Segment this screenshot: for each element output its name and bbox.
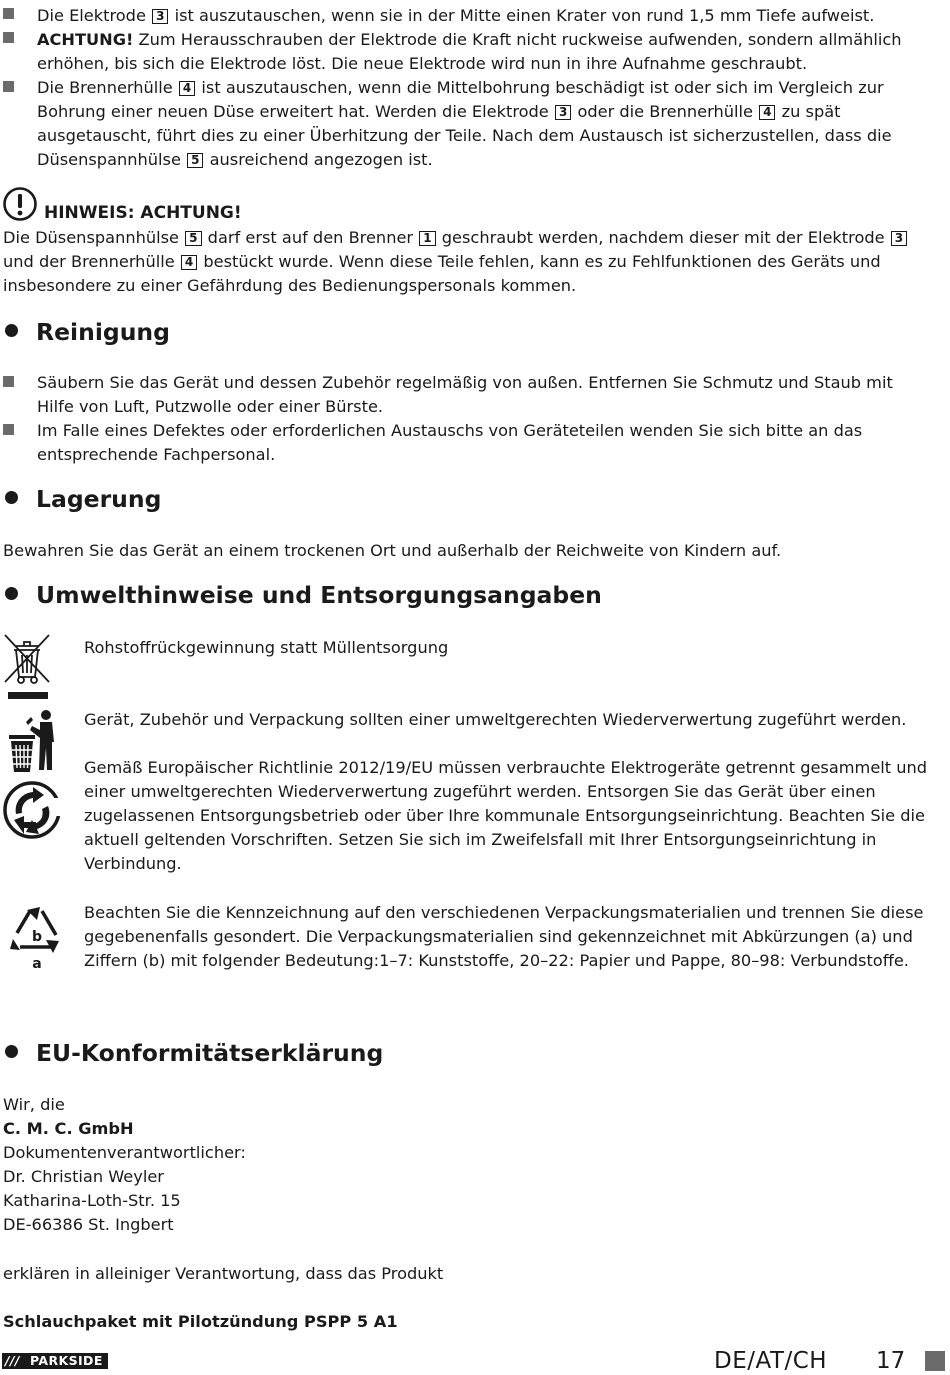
- recycle-text-2: Gemäß Europäischer Richtlinie 2012/19/EU müssen verbrauchte Elektrogeräte getrennt gesammelt und einer umweltgerechten Wiederverwertung zugeführt werden. Entsorgen Sie das Gerät über einen zugelassenen Entsorgungsbetrieb oder über Ihre kommunale Entsorgungseinrichtung. Beachten Sie die aktuell geltenden Vorschriften. Setzen Sie sich im Zweifelsfall mit Ihrer Entsorgungseinrichtung in Verbindung.: [84, 758, 928, 873]
- bullet-square: [3, 424, 14, 435]
- part-number-badge: 1: [419, 231, 435, 246]
- tidyman-disposal-icon: [6, 708, 60, 774]
- part-number-badge: 5: [185, 231, 201, 246]
- heading-bullet-dot: [5, 1045, 18, 1058]
- part-number-badge: 4: [179, 81, 195, 96]
- hinweis-paragraph: Die Düsenspannhülse 5 darf erst auf den Brenner 1 geschraubt werden, nachdem dieser mit der Elektrode 3 und der Brennerhülle 4 bestückt wurde. Wenn diese Teile fehlen, kann es zu Fehlfunktionen des Geräts und insbesondere zu einer Gefährdung des Bedienungspersonals kommen.: [3, 226, 928, 298]
- bullet-square: [3, 376, 14, 387]
- eu-line-wir: Wir, die: [3, 1095, 65, 1114]
- eu-address-block: [3, 1093, 928, 1237]
- paragraph-burner-sleeve: Die Brennerhülle 4 ist auszutauschen, wenn die Mittelbohrung beschädigt ist oder sich im Vergleich zur Bohrung einer neuen Düse erweitert hat. Werden die Elektrode 3 oder die Brennerhülle 4 zu spät ausgetauscht, führt dies zu einer Überhitzung der Teile. Nach dem Austausch ist sicherzustellen, dass die Düsenspannhülse 5 ausreichend angezogen ist.: [37, 78, 892, 169]
- part-number-badge: 5: [187, 153, 203, 168]
- part-number-badge: 4: [181, 255, 197, 270]
- weee-text: Rohstoffrückgewinnung statt Müllentsorgung: [84, 638, 449, 657]
- footer-gray-square: [925, 1351, 945, 1371]
- packaging-text: Beachten Sie die Kennzeichnung auf den verschiedenen Verpackungsmaterialien und trennen Sie diese gegebenenfalls gesondert. Die Verpackungsmaterialien sind gekennzeichnet mit Abkürzungen (a) und Ziffern (b) mit folgender Bedeutung:1–7: Kunststoffe, 20–22: Papier und Pappe, 80–98: Verbundstoffe.: [84, 903, 924, 970]
- eu-line-responsible: Dokumentenverantwortlicher:: [3, 1143, 246, 1162]
- footer-region: DE/AT/CH: [714, 1348, 828, 1374]
- part-number-badge: 4: [759, 105, 775, 120]
- recycling-arrows-icon: [2, 780, 64, 840]
- section-heading-reinigung: Reinigung: [5, 317, 170, 347]
- paragraph-electrode-crater: Die Elektrode 3 ist auszutauschen, wenn sie in der Mitte einen Krater von rund 1,5 mm Tiefe aufweist.: [37, 6, 875, 25]
- part-number-badge: 3: [555, 105, 571, 120]
- symbol-a: a: [32, 956, 42, 972]
- exclamation-warning-icon: [2, 186, 38, 222]
- part-number-badge: 3: [152, 9, 168, 24]
- section-heading-lagerung: Lagerung: [5, 484, 161, 514]
- eu-declare: erklären in alleiniger Verantwortung, dass das Produkt: [3, 1264, 444, 1283]
- section-heading-umwelt: Umwelthinweise und Entsorgungsangaben: [5, 580, 602, 610]
- heading-bullet-dot: [5, 491, 18, 504]
- heading-bullet-dot: [5, 587, 18, 600]
- paragraph-achtung-electrode: ACHTUNG! Zum Herausschrauben der Elektrode die Kraft nicht ruckweise aufwenden, sondern allmählich erhöhen, bis sich die Elektrode löst. Die neue Elektrode wird nun in ihre Aufnahme geschraubt.: [37, 30, 902, 73]
- packaging-recycling-triangle-icon: [6, 903, 66, 973]
- heading-bullet-dot: [5, 324, 18, 337]
- list-item-defect: Im Falle eines Defektes oder erforderlichen Austauschs von Geräteteilen wenden Sie sich bitte an das entsprechende Fachpersonal.: [37, 421, 863, 464]
- part-number-badge: 3: [891, 231, 907, 246]
- list-item-cleaning: Säubern Sie das Gerät und dessen Zubehör regelmäßig von außen. Entfernen Sie Schmutz und Staub mit Hilfe von Luft, Putzwolle oder einer Bürste.: [37, 373, 893, 416]
- symbol-b: b: [31, 929, 43, 945]
- bullet-square: [3, 81, 14, 92]
- hinweis-heading: HINWEIS: ACHTUNG!: [44, 203, 242, 223]
- parkside-logo: /// PARKSIDE: [2, 1353, 108, 1369]
- section-heading-eu: EU-Konformitätserklärung: [5, 1038, 383, 1068]
- bullet-square: [3, 8, 14, 19]
- eu-company: C. M. C. GmbH: [3, 1119, 134, 1138]
- eu-line-street: Katharina-Loth-Str. 15: [3, 1191, 181, 1210]
- bullet-square: [3, 32, 14, 43]
- eu-line-city: DE-66386 St. Ingbert: [3, 1215, 174, 1234]
- eu-line-name: Dr. Christian Weyler: [3, 1167, 164, 1186]
- page-number: 17: [876, 1348, 906, 1374]
- recycle-text-1: Gerät, Zubehör und Verpackung sollten einer umweltgerechten Wiederverwertung zugeführt werden.: [84, 710, 907, 729]
- eu-product: Schlauchpaket mit Pilotzündung PSPP 5 A1: [3, 1312, 398, 1331]
- lagerung-text: Bewahren Sie das Gerät an einem trockenen Ort und außerhalb der Reichweite von Kindern auf.: [3, 541, 782, 560]
- crossed-out-bin-icon: [2, 632, 52, 702]
